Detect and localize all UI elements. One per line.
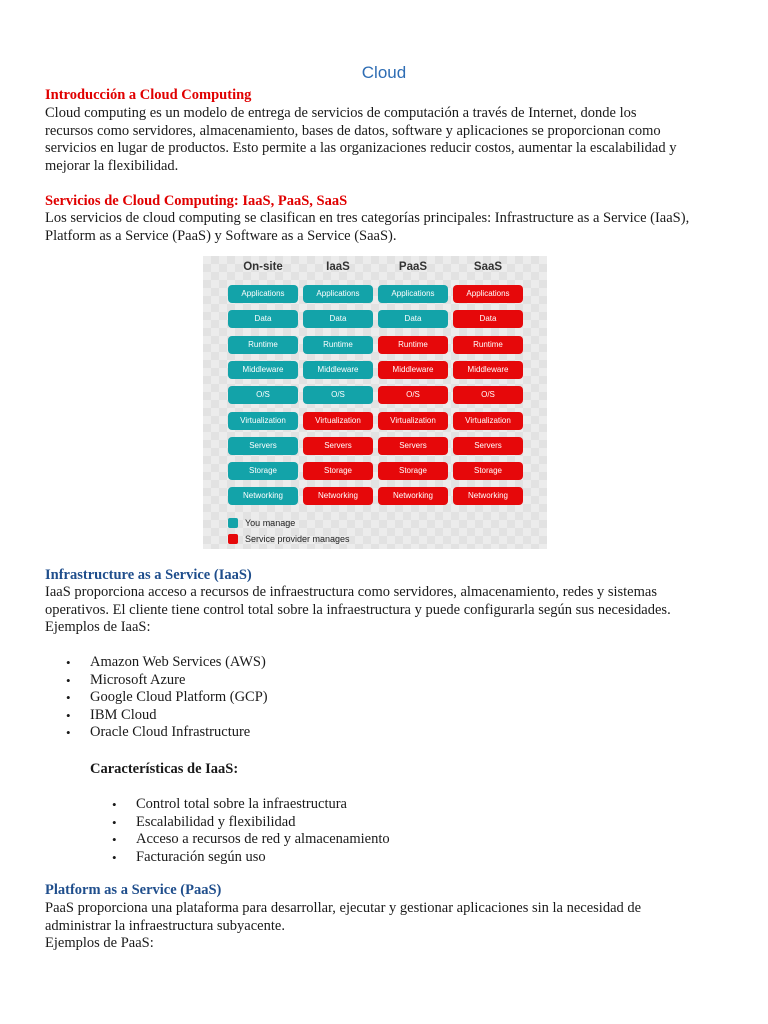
page-title: Cloud (361, 63, 407, 82)
iaas-line: Ejemplos de IaaS: (45, 619, 151, 635)
paas-line: Ejemplos de PaaS: (45, 935, 154, 951)
diagram-cell: Runtime (228, 336, 298, 354)
diagram-cell: Virtualization (228, 412, 298, 430)
diagram-cell: Servers (453, 437, 523, 455)
diagram-column-header: On-site (243, 261, 283, 273)
diagram-cell: O/S (453, 386, 523, 404)
iaas-heading: Infrastructure as a Service (IaaS) (45, 567, 252, 583)
list-item: • Acceso a recursos de red y almacenamiento (136, 831, 390, 849)
diagram-cell: Servers (228, 437, 298, 455)
legend-swatch (228, 534, 238, 544)
services-heading: Servicios de Cloud Computing: IaaS, PaaS, SaaS (45, 193, 348, 209)
intro-line: recursos como servidores, almacenamiento, bases de datos, software y aplicaciones se proporcionan como (45, 122, 661, 139)
diagram-cell: Applications (303, 285, 373, 303)
diagram-cell: Middleware (453, 361, 523, 379)
list-item: • IBM Cloud (90, 707, 268, 725)
services-line: Platform as a Service (PaaS) y Software as a Service (SaaS). (45, 227, 397, 244)
diagram-cell: Data (303, 310, 373, 328)
diagram-cell: Applications (378, 285, 448, 303)
paas-paragraph (45, 900, 735, 953)
diagram-column-header: SaaS (473, 261, 503, 273)
diagram-cell: Storage (303, 462, 373, 480)
diagram-cell: Networking (303, 487, 373, 505)
iaas-line: IaaS proporciona acceso a recursos de infraestructura como servidores, almacenamiento, redes y sistemas (45, 584, 657, 600)
diagram-cell: Networking (228, 487, 298, 505)
paas-heading: Platform as a Service (PaaS) (45, 882, 222, 898)
iaas-paragraph (45, 584, 735, 637)
diagram-column-header: IaaS (326, 261, 350, 273)
diagram-cell: Middleware (303, 361, 373, 379)
paas-line: PaaS proporciona una plataforma para desarrollar, ejecutar y gestionar aplicaciones sin la necesidad de (45, 900, 642, 916)
legend-label: Service provider manages (245, 534, 350, 544)
intro-paragraph (45, 105, 735, 175)
diagram-cell: Virtualization (303, 412, 373, 430)
legend-label: You manage (245, 518, 296, 528)
diagram-cell: Runtime (453, 336, 523, 354)
diagram-cell: Virtualization (378, 412, 448, 430)
diagram-cell: Data (228, 310, 298, 328)
list-item: • Amazon Web Services (AWS) (90, 654, 268, 672)
intro-line: servicios en lugar de productos. Esto permite a las organizaciones reducir costos, aumentar la escalabilidad y (45, 140, 677, 156)
diagram-cell: Data (453, 310, 523, 328)
diagram-cell: O/S (228, 386, 298, 404)
iaas-features-list (136, 796, 390, 866)
paas-line: administrar la infraestructura subyacente. (45, 917, 285, 934)
intro-heading: Introducción a Cloud Computing (45, 87, 252, 103)
diagram-cell: Runtime (303, 336, 373, 354)
services-line: Los servicios de cloud computing se clasifican en tres categorías principales: Infrastructure as a Service (IaaS), (45, 210, 690, 226)
diagram-cell: Servers (378, 437, 448, 455)
iaas-line: operativos. El cliente tiene control total sobre la infraestructura y puede configurarla según sus necesidades. (45, 601, 671, 618)
intro-line: mejorar la flexibilidad. (45, 157, 179, 174)
diagram-cell: Middleware (228, 361, 298, 379)
iaas-features-heading: Características de IaaS: (90, 761, 239, 777)
legend-swatch (228, 518, 238, 528)
diagram-cell: Storage (228, 462, 298, 480)
diagram-cell: Middleware (378, 361, 448, 379)
diagram-cell: Applications (228, 285, 298, 303)
list-item: • Facturación según uso (136, 849, 390, 867)
diagram-cell: Servers (303, 437, 373, 455)
diagram-cell: Storage (453, 462, 523, 480)
list-item: • Oracle Cloud Infrastructure (90, 724, 268, 742)
iaas-examples-list (90, 654, 268, 742)
cloud-responsibility-diagram (203, 256, 547, 549)
diagram-cell: O/S (378, 386, 448, 404)
diagram-column-header: PaaS (398, 261, 428, 273)
list-item: • Escalabilidad y flexibilidad (136, 814, 390, 832)
list-item: • Control total sobre la infraestructura (136, 796, 390, 814)
diagram-cell: Virtualization (453, 412, 523, 430)
services-paragraph (45, 210, 735, 245)
diagram-cell: Data (378, 310, 448, 328)
diagram-cell: Networking (453, 487, 523, 505)
diagram-cell: Runtime (378, 336, 448, 354)
diagram-cell: Storage (378, 462, 448, 480)
list-item: • Microsoft Azure (90, 672, 268, 690)
diagram-cell: Applications (453, 285, 523, 303)
list-item: • Google Cloud Platform (GCP) (90, 689, 268, 707)
intro-line: Cloud computing es un modelo de entrega de servicios de computación a través de Internet, donde los (45, 105, 637, 121)
diagram-cell: O/S (303, 386, 373, 404)
diagram-cell: Networking (378, 487, 448, 505)
